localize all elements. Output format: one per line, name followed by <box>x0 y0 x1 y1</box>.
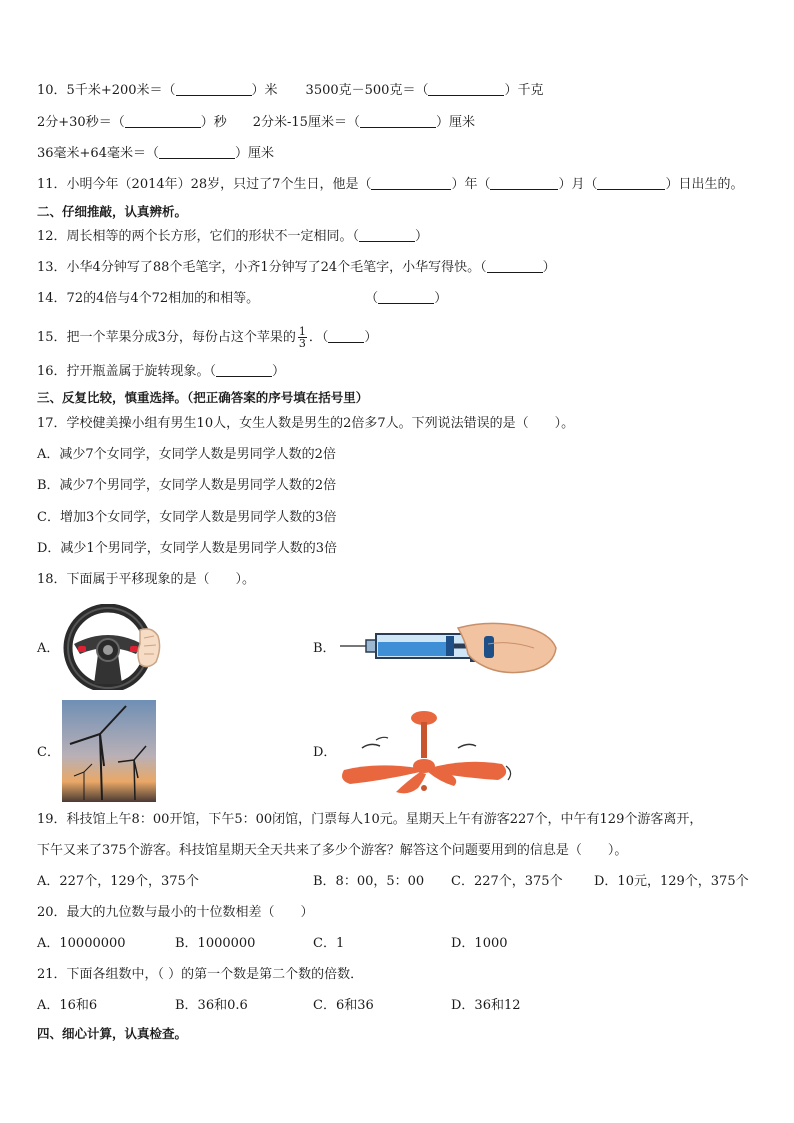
q21-option-a[interactable]: A．16和6 <box>37 998 98 1013</box>
steering-wheel-icon[interactable] <box>62 604 166 690</box>
q21-option-b[interactable]: B．36和0.6 <box>175 998 248 1013</box>
q15-line: 15．把一个苹果分成3分，每份占这个苹果的 $\frac{1}{3}$ ．（ ） <box>37 325 378 350</box>
q21-option-c[interactable]: C．6和36 <box>313 998 374 1013</box>
q19-option-d[interactable]: D．10元，129个，375个 <box>594 874 749 889</box>
q18-option-a-label[interactable]: A． <box>37 641 60 656</box>
q18-option-c-label[interactable]: C． <box>37 745 60 760</box>
q10-line3: 36毫米+64毫米＝（ ）厘米 <box>37 146 274 161</box>
q17-option-d[interactable]: D．减少1个男同学，女同学人数是男同学人数的3倍 <box>37 541 337 556</box>
q10-line1: 10．5千米+200米＝（ ）米 3500克－500克＝（ ）千克 <box>37 83 544 98</box>
q19-option-c[interactable]: C．227个，375个 <box>451 874 563 889</box>
syringe-icon[interactable] <box>338 618 560 680</box>
answer-blank[interactable] <box>360 115 436 128</box>
answer-blank[interactable] <box>490 177 558 190</box>
section3-heading: 三、反复比较，慎重选择。（把正确答案的序号填在括号里） <box>37 390 369 405</box>
q19-stem-line2: 下午又来了375个游客。科技馆星期天全天共来了多少个游客？解答这个问题要用到的信息是（ ）。 <box>37 843 628 858</box>
answer-blank[interactable] <box>371 177 451 190</box>
q17-stem: 17．学校健美操小组有男生10人，女生人数是男生的2倍多7人。下列说法错误的是（ ）。 <box>37 416 575 431</box>
answer-blank[interactable] <box>176 83 252 96</box>
q18-option-d-label[interactable]: D． <box>313 745 337 760</box>
q18-stem: 18．下面属于平移现象的是（ ）。 <box>37 572 256 587</box>
q20-option-b[interactable]: B．1000000 <box>175 936 256 951</box>
answer-blank[interactable] <box>216 364 272 377</box>
wind-turbines-icon[interactable] <box>62 700 156 802</box>
section2-heading: 二、仔细推敲，认真辨析。 <box>37 204 188 219</box>
answer-blank[interactable] <box>487 260 543 273</box>
q10-line2: 2分+30秒＝（ ）秒 2分米-15厘米＝（ ）厘米 <box>37 115 475 130</box>
q20-option-d[interactable]: D．1000 <box>451 936 508 951</box>
q17-option-b[interactable]: B．减少7个男同学，女同学人数是男同学人数的2倍 <box>37 478 337 493</box>
q20-stem: 20．最大的九位数与最小的十位数相差（ ） <box>37 905 314 920</box>
q20-option-a[interactable]: A．10000000 <box>37 936 126 951</box>
q16-line: 16．拧开瓶盖属于旋转现象。（ ） <box>37 364 286 379</box>
q14-line: 14．72的4倍与4个72相加的和相等。 （ ） <box>37 291 448 306</box>
q18-option-b-label[interactable]: B． <box>313 641 336 656</box>
answer-blank[interactable] <box>428 83 504 96</box>
answer-blank[interactable] <box>597 177 665 190</box>
q20-option-c[interactable]: C．1 <box>313 936 345 951</box>
q21-stem: 21．下面各组数中，（ ）的第一个数是第二个数的倍数． <box>37 967 364 982</box>
q12-line: 12．周长相等的两个长方形，它们的形状不一定相同。（ ） <box>37 229 429 244</box>
answer-blank[interactable] <box>378 291 434 304</box>
answer-blank[interactable] <box>125 115 201 128</box>
answer-blank[interactable] <box>359 229 415 242</box>
q19-option-a[interactable]: A．227个，129个，375个 <box>37 874 199 889</box>
q19-option-b[interactable]: B．8：00，5：00 <box>313 874 425 889</box>
answer-blank[interactable] <box>328 330 364 343</box>
q13-line: 13．小华4分钟写了88个毛笔字，小齐1分钟写了24个毛笔字，小华写得快。（ ） <box>37 260 556 275</box>
q17-option-a[interactable]: A．减少7个女同学，女同学人数是男同学人数的2倍 <box>37 447 336 462</box>
q11-line: 11．小明今年（2014年）28岁，只过了7个生日，他是（ ）年（ ）月（ ）日出生的。 <box>37 177 744 192</box>
fraction-one-third: $\frac{1}{3}$ <box>298 325 306 350</box>
section4-heading: 四、细心计算，认真检查。 <box>37 1026 188 1041</box>
q19-stem-line1: 19．科技馆上午8：00开馆，下午5：00闭馆，门票每人10元。星期天上午有游客227个，中午有129个游客离开， <box>37 812 703 827</box>
ceiling-fan-icon[interactable] <box>336 708 522 796</box>
q21-option-d[interactable]: D．36和12 <box>451 998 521 1013</box>
answer-blank[interactable] <box>159 146 235 159</box>
q17-option-c[interactable]: C．增加3个女同学，女同学人数是男同学人数的3倍 <box>37 510 337 525</box>
